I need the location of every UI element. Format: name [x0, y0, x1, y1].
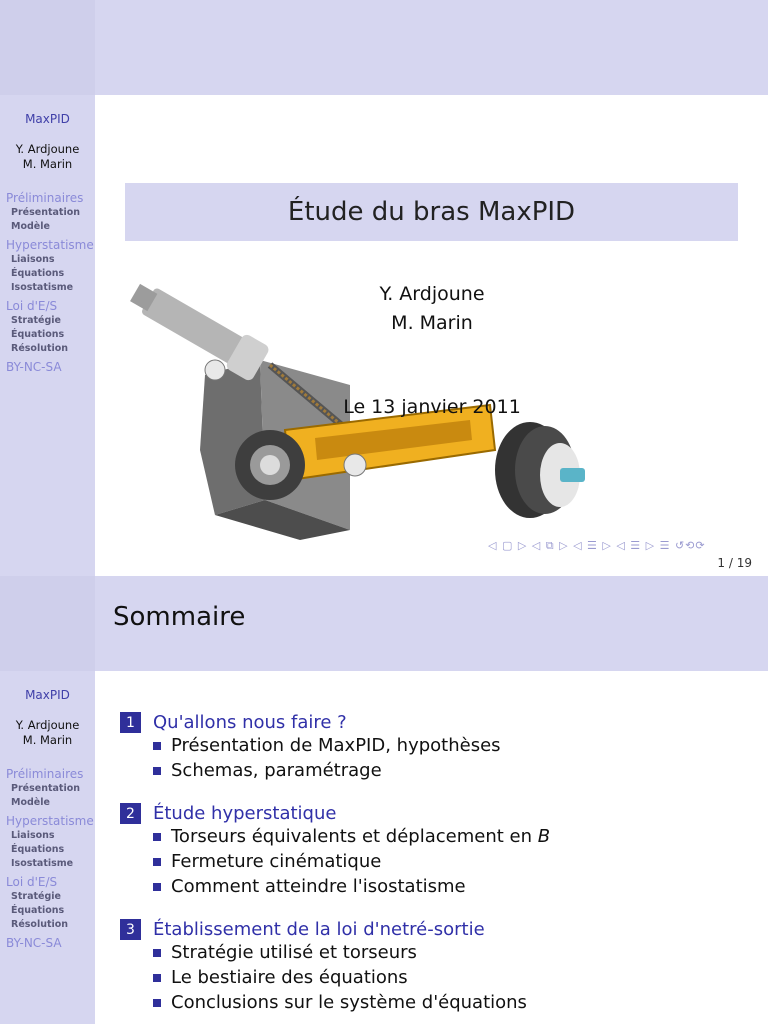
bullet-icon [153, 974, 161, 982]
toc-item-text: Comment atteindre l'isostatisme [171, 876, 466, 897]
page-number: 1 / 19 [717, 556, 752, 570]
toc-item-text: Torseurs équivalents et déplacement en [171, 826, 533, 847]
nav-sub-presentation[interactable]: Présentation [11, 783, 80, 794]
nav-sub-strategie[interactable]: Stratégie [11, 891, 61, 902]
nav-sub-modele[interactable]: Modèle [11, 221, 50, 232]
toc-item[interactable] [153, 965, 550, 990]
nav-section-license[interactable]: BY-NC-SA [6, 360, 62, 374]
toc-item-text: Conclusions sur le système d'équations [171, 992, 527, 1013]
toc-item[interactable] [153, 940, 550, 965]
section-number-box: 2 [120, 803, 141, 824]
toc-item[interactable] [153, 849, 550, 874]
bullet-icon [153, 999, 161, 1007]
point-label: B [537, 826, 551, 847]
nav-sub-strategie[interactable]: Stratégie [11, 315, 61, 326]
author-1: Y. Ardjoune [379, 283, 485, 305]
bullet-icon [153, 833, 161, 841]
nav-section-license[interactable]: BY-NC-SA [6, 936, 62, 950]
toc-section-title[interactable]: Établissement de la loi d'netré-sortie [153, 919, 485, 940]
nav-sub-equations[interactable]: Équations [11, 268, 65, 279]
toc-section-3[interactable] [120, 919, 550, 940]
bullet-icon [153, 858, 161, 866]
sidebar-author-2: M. Marin [22, 733, 73, 747]
toc-item-text: Le bestiaire des équations [171, 967, 408, 988]
presentation-authors [312, 280, 552, 338]
bullet-icon [153, 949, 161, 957]
motor [125, 280, 271, 382]
nav-section-hyperstatisme[interactable]: Hyperstatisme [6, 814, 94, 828]
sidebar-nav [0, 112, 95, 375]
nav-sub-modele[interactable]: Modèle [11, 797, 50, 808]
sidebar-nav [0, 688, 95, 951]
toc-item-text: Schemas, paramétrage [171, 760, 382, 781]
beamer-navigation-symbols[interactable]: ◁ ▢ ▷ ◁ ⧉ ▷ ◁ ☰ ▷ ◁ ☰ ▷ ☰ ↺⟲⟳ [488, 539, 706, 552]
bullet-icon [153, 742, 161, 750]
nav-sub-isostatisme[interactable]: Isostatisme [11, 282, 74, 293]
section-number-box: 3 [120, 919, 141, 940]
presentation-title-box [125, 183, 738, 241]
toc-item[interactable] [153, 758, 550, 783]
nav-sub-isostatisme[interactable]: Isostatisme [11, 858, 74, 869]
nav-sub-equations-2[interactable]: Équations [11, 329, 65, 340]
sidebar-author-2: M. Marin [22, 157, 73, 171]
nav-sub-resolution[interactable]: Résolution [11, 343, 69, 354]
nav-section-preliminaires[interactable]: Préliminaires [6, 767, 84, 781]
short-title-link[interactable]: MaxPID [25, 688, 70, 702]
toc-item[interactable] [153, 874, 550, 899]
sidebar-author-1: Y. Ardjoune [15, 142, 80, 156]
toc-section-title[interactable]: Qu'allons nous faire ? [153, 712, 347, 733]
toc-item-text: Fermeture cinématique [171, 851, 382, 872]
toc-section-1[interactable] [120, 712, 550, 733]
sidebar-top [0, 576, 95, 671]
nav-section-loi-es[interactable]: Loi d'E/S [6, 299, 58, 313]
bullet-icon [153, 883, 161, 891]
slide-sommaire [0, 576, 768, 1024]
short-title-link[interactable]: MaxPID [25, 112, 70, 126]
table-of-contents [120, 712, 550, 1015]
sidebar-authors [0, 718, 95, 748]
toc-item-text: Présentation de MaxPID, hypothèses [171, 735, 501, 756]
toc-item-text: Stratégie utilisé et torseurs [171, 942, 417, 963]
nav-section-hyperstatisme[interactable]: Hyperstatisme [6, 238, 94, 252]
frame-title: Sommaire [113, 602, 246, 632]
sidebar-top [0, 0, 95, 95]
nav-sub-equations[interactable]: Équations [11, 844, 65, 855]
nav-sub-resolution[interactable]: Résolution [11, 919, 69, 930]
headline-band [95, 0, 768, 95]
nav-sub-liaisons[interactable]: Liaisons [11, 254, 55, 265]
nav-sub-presentation[interactable]: Présentation [11, 207, 80, 218]
nav-section-preliminaires[interactable]: Préliminaires [6, 191, 84, 205]
author-2: M. Marin [391, 312, 473, 334]
toc-item[interactable] [153, 990, 550, 1015]
section-number-box: 1 [120, 712, 141, 733]
toc-section-2[interactable] [120, 803, 550, 824]
nav-sub-liaisons[interactable]: Liaisons [11, 830, 55, 841]
nav-sub-equations-2[interactable]: Équations [11, 905, 65, 916]
presentation-title: Étude du bras MaxPID [287, 197, 576, 227]
bullet-icon [153, 767, 161, 775]
toc-item[interactable] [153, 733, 550, 758]
nav-section-loi-es[interactable]: Loi d'E/S [6, 875, 58, 889]
sidebar-author-1: Y. Ardjoune [15, 718, 80, 732]
toc-section-title[interactable]: Étude hyperstatique [153, 803, 337, 824]
toc-item[interactable] [153, 824, 550, 849]
presentation-date: Le 13 janvier 2011 [343, 396, 521, 418]
sidebar-authors [0, 142, 95, 172]
